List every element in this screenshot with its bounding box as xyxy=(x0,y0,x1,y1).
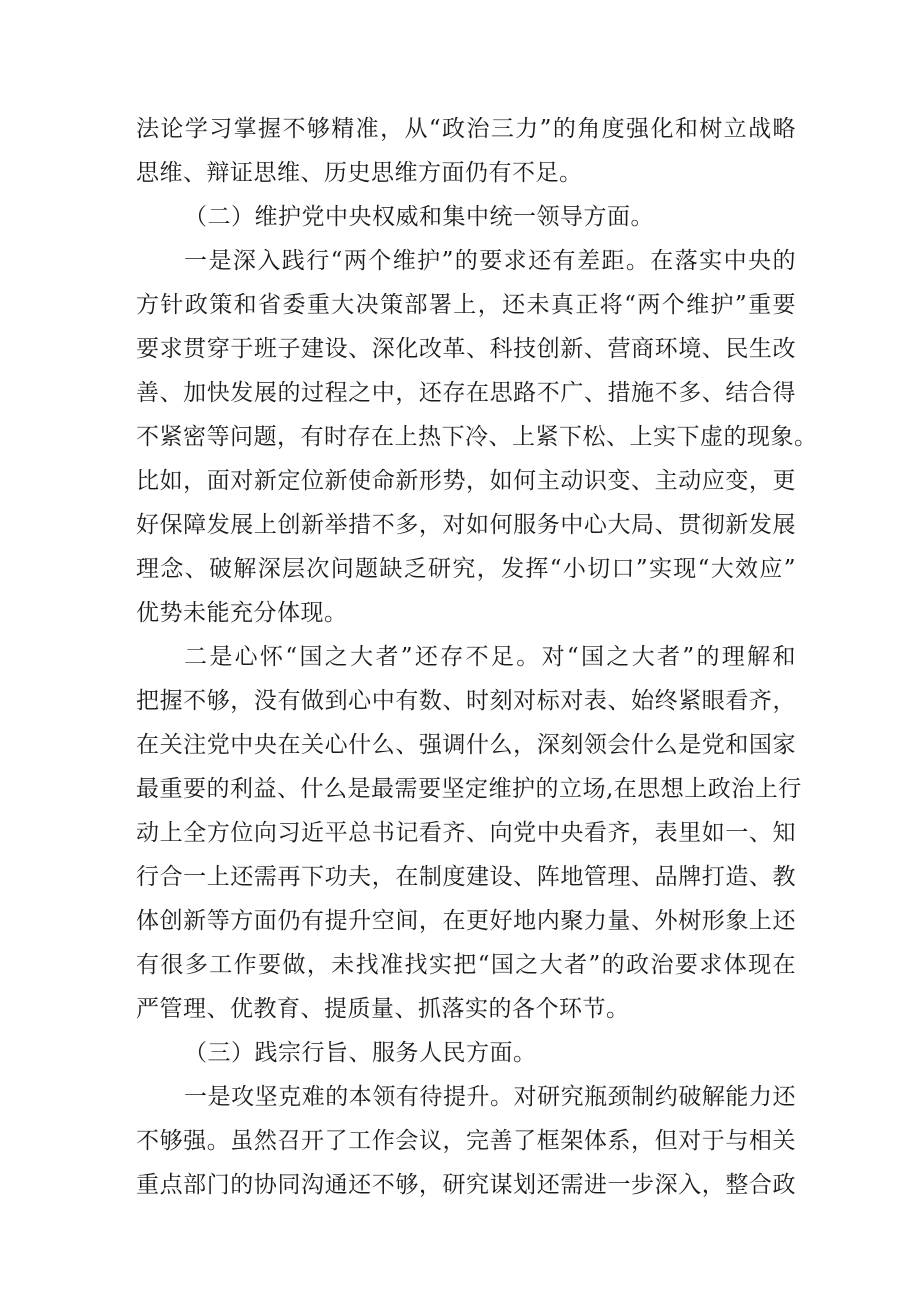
text-line: 动上全方位向习近平总书记看齐、向党中央看齐，表里如一、知 xyxy=(136,820,796,846)
text-line: 方针政策和省委重大决策部署上，还未真正将“两个维护”重要 xyxy=(136,292,796,318)
text-line: 严管理、优教育、提质量、抓落实的各个环节。 xyxy=(136,996,630,1022)
text-line: 最重要的利益、什么是最需要坚定维护的立场,在思想上政治上行 xyxy=(136,776,802,802)
text-line: 一是深入践行“两个维护”的要求还有差距。在落实中央的 xyxy=(184,248,796,274)
text-line: 二是心怀“国之大者”还存不足。对“国之大者”的理解和 xyxy=(184,644,796,670)
section-heading: （二）维护党中央权威和集中统一领导方面。 xyxy=(184,204,654,230)
text-line: 优势未能充分体现。 xyxy=(136,600,348,626)
text-line: 思维、辩证思维、历史思维方面仍有不足。 xyxy=(136,160,583,186)
text-line: 一是攻坚克难的本领有待提升。对研究瓶颈制约破解能力还 xyxy=(184,1084,796,1110)
text-line: 不紧密等问题，有时存在上热下冷、上紧下松、上实下虚的现象。 xyxy=(136,424,818,450)
text-line: 比如，面对新定位新使命新形势，如何主动识变、主动应变，更 xyxy=(136,468,796,494)
text-line: 有很多工作要做，未找准找实把“国之大者”的政治要求体现在 xyxy=(136,952,796,978)
text-line: 把握不够，没有做到心中有数、时刻对标对表、始终紧眼看齐， xyxy=(136,688,796,714)
text-line: 善、加快发展的过程之中，还存在思路不广、措施不多、结合得 xyxy=(136,380,796,406)
section-heading: （三）践宗行旨、服务人民方面。 xyxy=(184,1040,537,1066)
text-line: 重点部门的协同沟通还不够，研究谋划还需进一步深入，整合政 xyxy=(136,1172,796,1198)
text-line: 不够强。虽然召开了工作会议，完善了框架体系，但对于与相关 xyxy=(136,1128,796,1154)
text-line: 法论学习掌握不够精准，从“政治三力”的角度强化和树立战略 xyxy=(136,116,796,142)
text-line: 在关注党中央在关心什么、强调什么，深刻领会什么是党和国家 xyxy=(136,732,796,758)
text-line: 行合一上还需再下功夫，在制度建设、阵地管理、品牌打造、教 xyxy=(136,864,796,890)
text-line: 理念、破解深层次问题缺乏研究，发挥“小切口”实现“大效应” xyxy=(136,556,796,582)
text-line: 体创新等方面仍有提升空间，在更好地内聚力量、外树形象上还 xyxy=(136,908,796,934)
text-line: 好保障发展上创新举措不多，对如何服务中心大局、贯彻新发展 xyxy=(136,512,796,538)
text-line: 要求贯穿于班子建设、深化改革、科技创新、营商环境、民生改 xyxy=(136,336,796,362)
